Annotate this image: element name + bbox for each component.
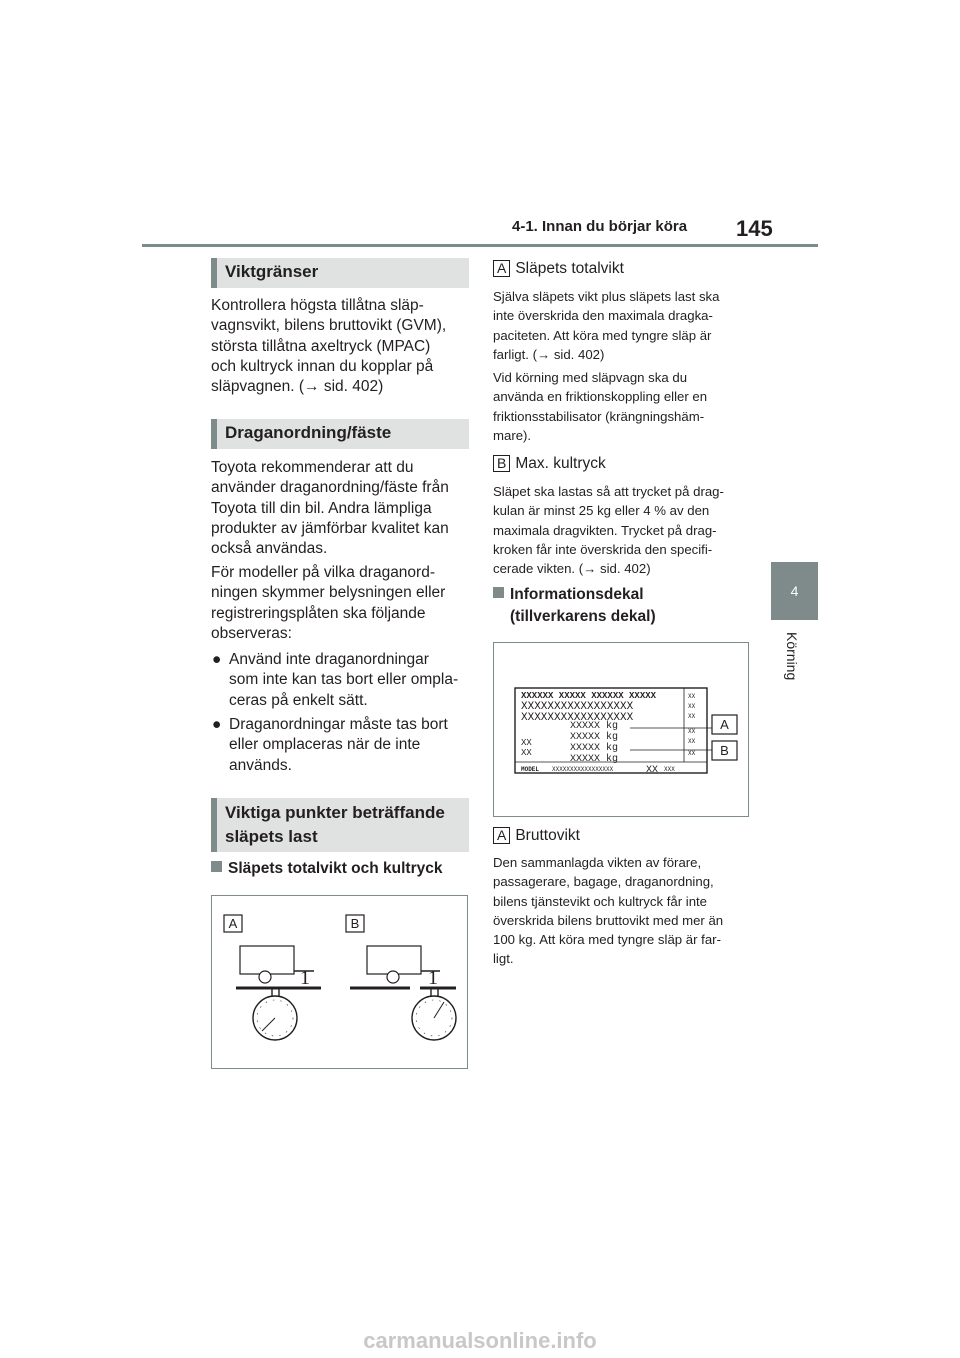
decal-diagram: [494, 643, 748, 816]
section-heading-load: Viktiga punkter beträffande släpets last: [211, 798, 469, 852]
label-b-box: B: [493, 455, 510, 472]
svg-text:XX: XX: [688, 738, 696, 745]
svg-text:XX: XX: [688, 713, 696, 720]
decal-row-2: XXXXXXXXXXXXXXXXX: [521, 701, 634, 713]
gross-weight-paragraph: Den sammanlagda vikten av förare, passagerare, bagage, draganordning, bilens tjänstevikt och kultryck får inte överskrida bilens bruttovikt med mer än 100 kg. Att köra med tyngre släp är far- ligt.: [493, 855, 724, 967]
item-b-title: B Max. kultryck: [493, 455, 606, 473]
bullet-icon: ●: [212, 716, 222, 733]
decal-kg-row-4: XXXXX kg: [570, 754, 619, 765]
square-bullet-icon: [211, 861, 222, 872]
bullet-icon: ●: [212, 651, 222, 668]
hitch-bullet-1: ● Använd inte draganordningar som inte kan tas bort eller ompla- ceras på enkelt sätt.: [212, 651, 459, 709]
section-heading-weight-limits: Viktgränser: [211, 258, 469, 288]
header-rule: [142, 244, 818, 247]
watermark: carmanualsonline.info: [363, 1328, 597, 1353]
svg-text:XX: XX: [688, 750, 696, 757]
svg-text:1: 1: [428, 967, 438, 989]
svg-text:XX: XX: [688, 693, 696, 700]
running-header: 4-1. Innan du börjar köra: [512, 218, 688, 235]
subheading-trailer-weight: Släpets totalvikt och kultryck: [211, 858, 443, 880]
decal-code-1: XX: [521, 738, 532, 748]
page-number: 145: [736, 216, 773, 241]
decal-callout-a: A: [720, 717, 729, 732]
decal-model-value: XXXXXXXXXXXXXXXXX: [552, 766, 614, 773]
label-a-box: A: [493, 260, 510, 277]
weight-limits-text: Kontrollera högsta tillåtna släp- vagnsvikt, bilens bruttovikt (GVM), största tillåtna axeltryck (MPAC) och kultryck innan du kopplar på släpvagnen. (→ sid. 402): [211, 297, 447, 396]
svg-text:XX: XX: [688, 703, 696, 710]
svg-text:XX: XX: [688, 728, 696, 735]
decal-model-tail: XXX: [664, 766, 675, 773]
subheading-info-decal: Informationsdekal (tillverkarens dekal): [493, 584, 656, 628]
figure-label-a: A: [228, 916, 238, 931]
decal-kg-row-2: XXXXX kg: [570, 732, 619, 743]
chapter-label: Körning: [784, 632, 800, 681]
hitch-paragraph-2: För modeller på vilka draganord- ningen skymmer belysningen eller registreringsplåten ska följande observeras:: [211, 564, 446, 642]
decal-side-column: [688, 693, 696, 757]
decal-row-3: XXXXXXXXXXXXXXXXX: [521, 712, 634, 724]
chapter-tab: 4: [771, 562, 818, 620]
trailer-on-scale-a: [236, 946, 321, 1040]
item-a-paragraph-2: Vid körning med släpvagn ska du använda en friktionskoppling eller en friktionsstabilisator (krängningshäm- mare).: [493, 370, 708, 443]
item-b-paragraph: Släpet ska lastas så att trycket på drag- kulan är minst 25 kg eller 4 % av den maximala dragvikten. Trycket på drag- kroken får inte överskrida den specifi- cerade vikten. (→ sid. 402): [493, 484, 724, 577]
decal-model-label: MODEL: [521, 766, 540, 773]
section-heading-hitch: Draganordning/fäste: [211, 419, 469, 449]
hitch-bullet-2: ● Draganordningar måste tas bort eller omplaceras när de inte används.: [212, 716, 448, 774]
scale-diagram: [212, 896, 467, 1068]
decal-code-2: XX: [521, 748, 532, 758]
decal-kg-row-1: XXXXX kg: [570, 721, 619, 732]
trailer-weight-figure: [211, 895, 468, 1069]
info-decal-figure: [493, 642, 749, 817]
item-a-title: A Släpets totalvikt: [493, 260, 624, 278]
square-bullet-icon: [493, 587, 504, 598]
decal-model-xx: XX: [646, 765, 659, 776]
decal-callout-b: B: [720, 743, 729, 758]
decal-row-1: XXXXXX XXXXX XXXXXX XXXXX: [521, 691, 657, 701]
gross-weight-title: A Bruttovikt: [493, 827, 580, 845]
label-a-box: A: [493, 827, 510, 844]
hitch-paragraph-1: Toyota rekommenderar att du använder draganordning/fäste från Toyota till din bil. Andra lämpliga produkter av jämförbar kvalitet kan också användas.: [211, 459, 449, 558]
figure-label-b: B: [350, 916, 360, 931]
decal-kg-row-3: XXXXX kg: [570, 743, 619, 754]
item-a-paragraph-1: Själva släpets vikt plus släpets last ska inte överskrida den maximala dragka- paciteten. Att köra med tyngre släp är farligt. (→ sid. 402): [493, 289, 720, 362]
svg-text:1: 1: [300, 967, 310, 989]
trailer-on-scale-b: [350, 946, 456, 1040]
